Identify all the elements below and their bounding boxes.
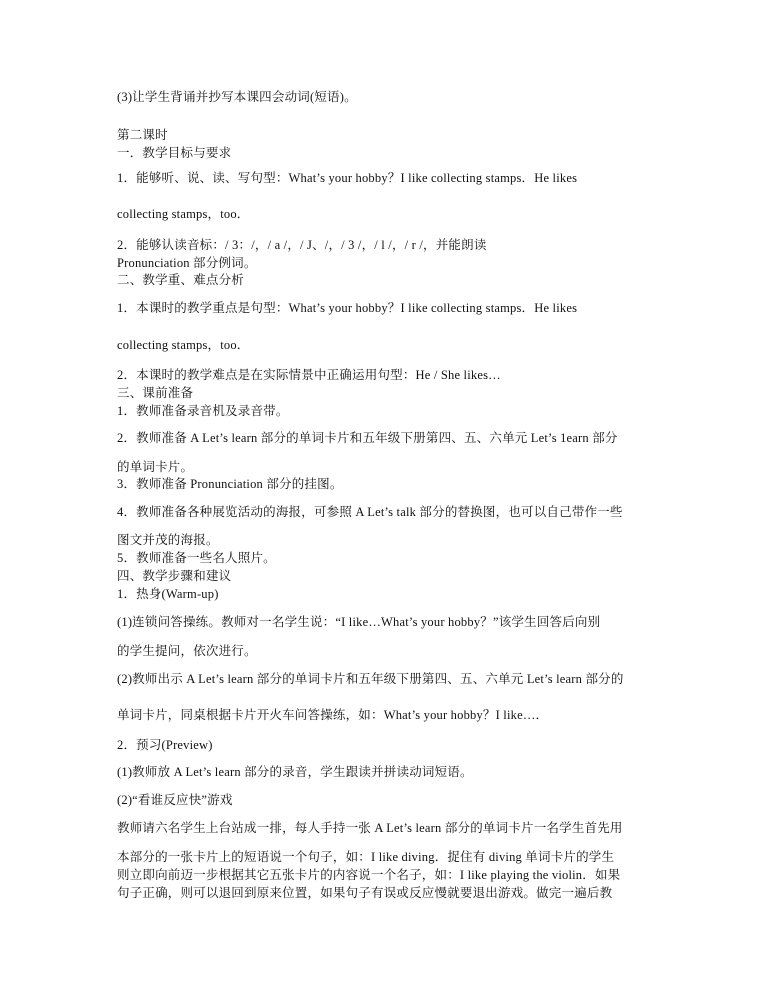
text-line: 1．能够听、说、读、写句型：What’s your hobby？I like collecting stamps．He likes (117, 171, 578, 185)
text-line: 教师请六名学生上台站成一排，每人手持一张 A Let’s learn 部分的单词卡片一名学生首先用 (117, 821, 623, 835)
text-line: 单词卡片，同桌根据卡片开火车问答操练，如：What’s your hobby？I like…． (117, 708, 549, 722)
lesson-heading: 第二课时 (117, 128, 168, 142)
text-line: (1)连锁问答操练。教师对一名学生说：“I like…What’s your hobby？”该学生回答后向别 (117, 615, 601, 629)
text-line: 的学生提问，依次进行。 (117, 644, 257, 658)
text-line: 4．教师准备各种展览活动的海报，可参照 A Let’s talk 部分的替换图，也可以自己带作一些 (117, 505, 623, 519)
text-line: 句子正确，则可以退回到原来位置，如果句子有误或反应慢就要退出游戏。做完一遍后教 (117, 886, 613, 900)
text-line: 本部分的一张卡片上的短语说一个句子，如：I like diving．捉住有 diving 单词卡片的学生 (117, 850, 615, 864)
text-line: (2)“看谁反应快”游戏 (117, 793, 233, 807)
text-line: Pronunciation 部分例词。 (117, 256, 257, 270)
text-line: 则立即向前迈一步根据其它五张卡片的内容说一个名子，如：I like playing the violin．如果 (117, 868, 621, 882)
text-line: 1．热身(Warm-up) (117, 587, 219, 601)
text-line: 2．教师准备 A Let’s learn 部分的单词卡片和五年级下册第四、五、六单元 Let’s 1earn 部分 (117, 431, 618, 445)
section-heading: 四、教学步骤和建议 (117, 569, 232, 583)
text-line: 的单词卡片。 (117, 460, 194, 474)
text-line: 1．教师准备录音机及录音带。 (117, 404, 289, 418)
text-line: 2．预习(Preview) (117, 738, 213, 752)
text-line: 3．教师准备 Pronunciation 部分的挂图。 (117, 477, 343, 491)
section-heading: 二、教学重、难点分析 (117, 273, 245, 287)
text-line: collecting stamps，too． (117, 207, 250, 221)
text-line: 5．教师准备一些名人照片。 (117, 551, 276, 565)
section-heading: 一．教学目标与要求 (117, 146, 232, 160)
text-line: 2．本课时的教学难点是在实际情景中正确运用句型：He / She likes… (117, 368, 501, 382)
text-line: 1．本课时的教学重点是句型：What’s your hobby？I like collecting stamps．He likes (117, 301, 578, 315)
text-line: 图文并茂的海报。 (117, 533, 219, 547)
text-line: (2)教师出示 A Let’s learn 部分的单词卡片和五年级下册第四、五、六单元 Let’s learn 部分的 (117, 672, 624, 686)
text-line: (3)让学生背诵并抄写本课四会动词(短语)。 (117, 90, 357, 104)
section-heading: 三、课前准备 (117, 386, 194, 400)
text-line: (1)教师放 A Let’s learn 部分的录音，学生跟读并拼读动词短语。 (117, 765, 473, 779)
text-line: collecting stamps，too． (117, 338, 250, 352)
text-line: 2．能够认读音标：/ 3：/，/ a /，/ J、/，/ 3 /，/ l /，/ r /，并能朗读 (117, 238, 487, 252)
